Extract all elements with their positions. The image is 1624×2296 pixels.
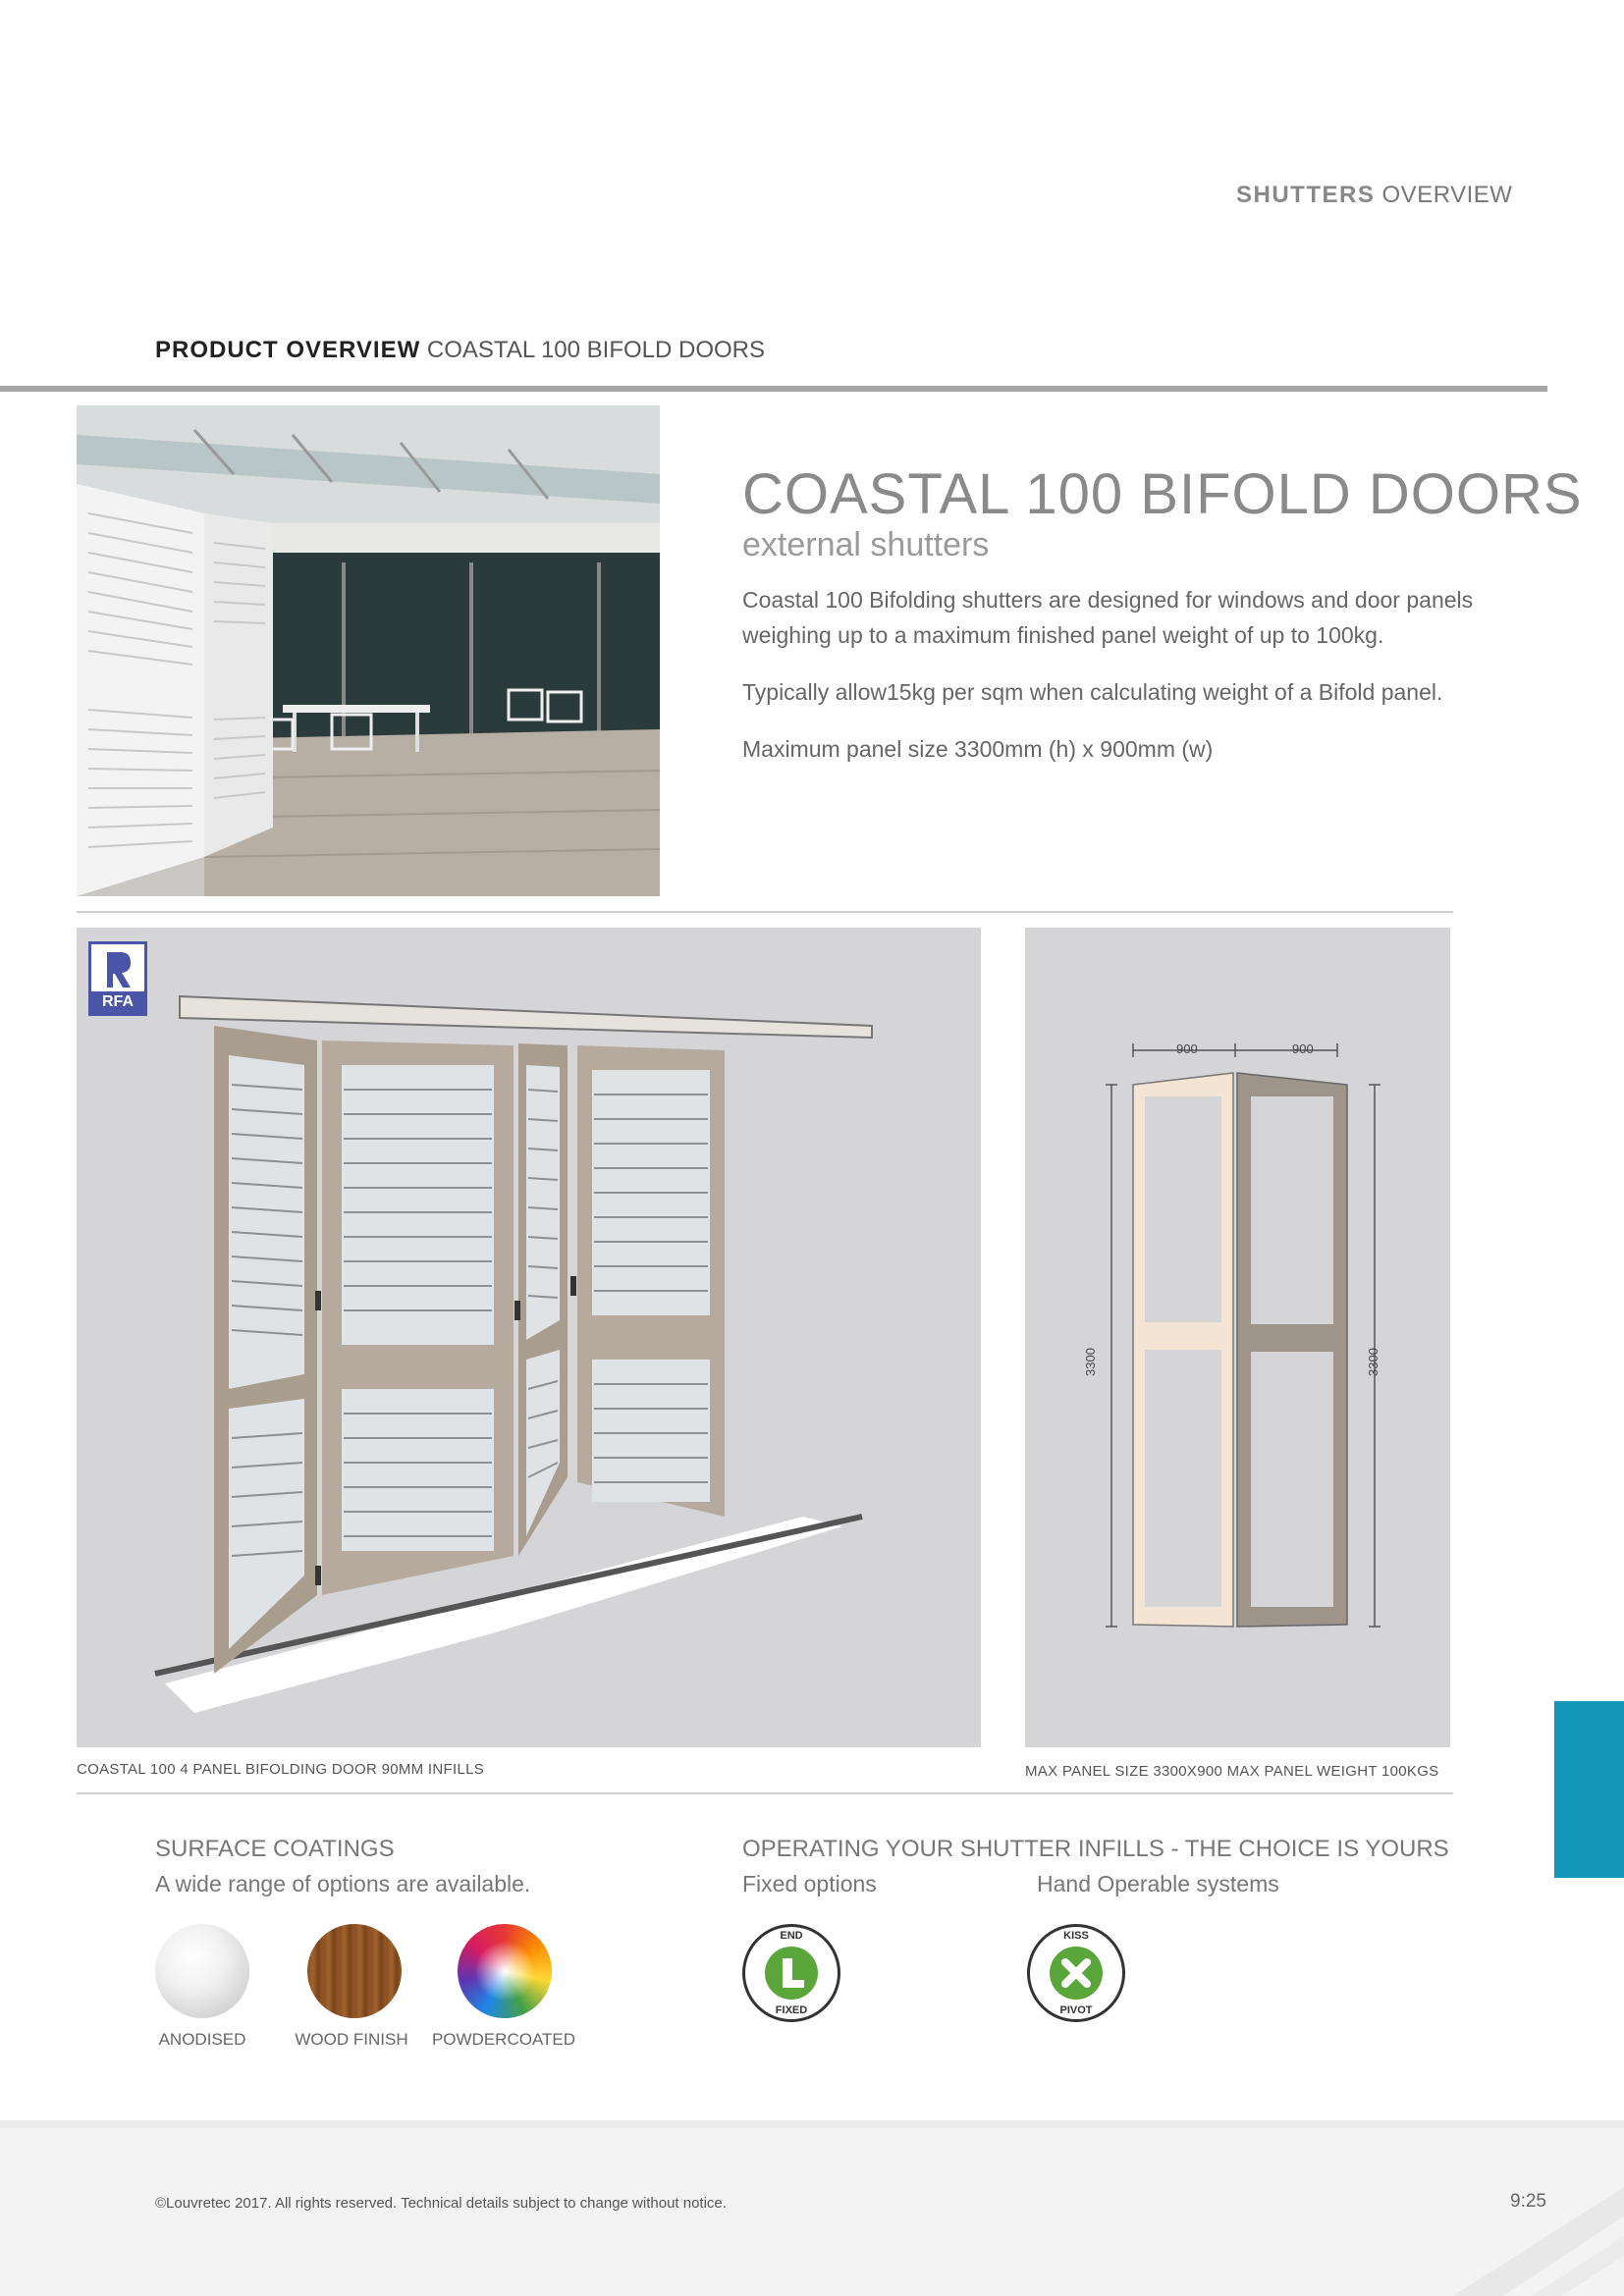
bifold-3d-drawing: [77, 928, 981, 1747]
section-header-bold: SHUTTERS: [1236, 182, 1376, 208]
product-title: COASTAL 100 BIFOLD DOORS: [742, 462, 1583, 526]
anodised-swatch: [155, 1924, 249, 2018]
powdercoated-swatch: [458, 1924, 552, 2018]
product-subtitle: external shutters: [742, 526, 990, 563]
kiss-pivot-badge: [1027, 1924, 1125, 2022]
lower-divider: [77, 1792, 1453, 1794]
anodised-label: ANODISED: [158, 2030, 246, 2049]
end-fixed-badge: [742, 1924, 840, 2022]
surface-coatings-title: SURFACE COATINGS: [155, 1836, 395, 1862]
powdercoated-label: POWDERCOATED: [431, 2030, 576, 2049]
product-header: [155, 337, 765, 364]
page-number: 9:25: [1510, 2191, 1546, 2212]
operating-title: OPERATING YOUR SHUTTER INFILLS - THE CHOICE IS YOURS: [742, 1836, 1449, 1862]
copyright-text: ©Louvretec 2017. All rights reserved. Technical details subject to change without notice.: [155, 2195, 727, 2212]
header-divider: [0, 386, 1547, 392]
end-fixed-bottom-text: FIXED: [775, 2004, 808, 2016]
max-panel-size: Maximum panel size 3300mm (h) x 900mm (w): [742, 736, 1214, 762]
end-fixed-icon: [765, 1947, 818, 2000]
section-header-rest: OVERVIEW: [1375, 182, 1513, 208]
hand-operable-label: Hand Operable systems: [1037, 1871, 1279, 1896]
wood-finish-label: WOOD FINISH: [295, 2030, 408, 2049]
left-drawing-caption: COASTAL 100 4 PANEL BIFOLDING DOOR 90MM INFILLS: [77, 1761, 485, 1778]
section-color-tab: [1554, 1701, 1624, 1878]
product-header-bold: PRODUCT OVERVIEW: [155, 337, 421, 363]
dim-width-right: 900: [1292, 1041, 1314, 1056]
dim-height-right: 3300: [1365, 1348, 1380, 1376]
rfa-label: RFA: [91, 991, 144, 1013]
product-description: Coastal 100 Bifolding shutters are designed for windows and door panels weighing up to a maximum finished panel weight of up to 100kg.: [742, 587, 1474, 648]
section-header: [1236, 182, 1512, 209]
surface-coatings-subtitle: A wide range of options are available.: [155, 1871, 531, 1896]
elevation-drawing: [1025, 928, 1450, 1747]
weight-guidance: Typically allow15kg per sqm when calculating weight of a Bifold panel.: [742, 679, 1443, 705]
dim-height-left: 3300: [1082, 1348, 1098, 1376]
kiss-pivot-top-text: KISS: [1063, 1930, 1089, 1942]
end-fixed-top-text: END: [780, 1930, 803, 1942]
dim-width-left: 900: [1176, 1041, 1198, 1056]
product-photo: [77, 405, 660, 896]
kiss-pivot-icon: [1050, 1947, 1103, 2000]
product-header-rest: COASTAL 100 BIFOLD DOORS: [420, 337, 766, 363]
fixed-options-label: Fixed options: [742, 1871, 877, 1896]
footer-band: [0, 2128, 1624, 2296]
right-drawing-caption: MAX PANEL SIZE 3300X900 MAX PANEL WEIGHT 100KGS: [1025, 1763, 1439, 1780]
rfa-file-icon[interactable]: [88, 941, 147, 1016]
section-divider: [77, 911, 1453, 913]
kiss-pivot-bottom-text: PIVOT: [1059, 2004, 1093, 2016]
wood-finish-swatch: [307, 1924, 402, 2018]
